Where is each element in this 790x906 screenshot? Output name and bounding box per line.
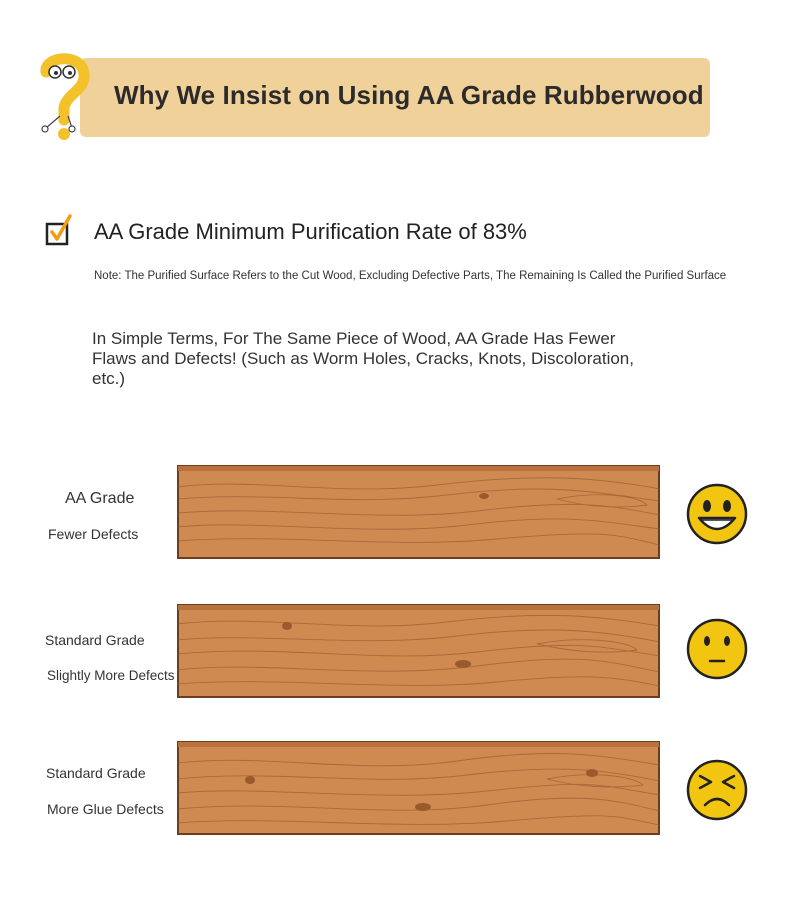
section-heading: AA Grade Minimum Purification Rate of 83% xyxy=(94,219,527,244)
wood-knot xyxy=(415,803,431,811)
grade-label-standard-2: Standard Grade xyxy=(46,765,146,781)
wood-knot xyxy=(586,769,598,777)
wood-plank-standard-1 xyxy=(177,604,660,698)
checkbox-check-icon xyxy=(44,213,76,249)
wood-plank-standard-2 xyxy=(177,741,660,835)
wood-knot xyxy=(455,660,471,668)
question-mark-icon xyxy=(34,50,94,145)
neutral-face-icon xyxy=(685,617,749,681)
frowning-face-icon xyxy=(685,758,749,822)
grade-description-standard-2: More Glue Defects xyxy=(47,801,164,817)
grade-label-aa: AA Grade xyxy=(65,490,135,507)
wood-plank-aa xyxy=(177,465,660,559)
grade-description-aa: Fewer Defects xyxy=(48,526,139,542)
explanation-text: In Simple Terms, For The Same Piece of Wood, AA Grade Has Fewer Flaws and Defects! (Such as Worm Holes, Cracks, Knots, Discoloration, etc.) xyxy=(92,329,634,388)
wood-knot xyxy=(282,622,292,630)
wood-knot xyxy=(479,493,489,499)
grade-label-standard-1: Standard Grade xyxy=(45,632,145,648)
grinning-face-icon xyxy=(685,482,749,546)
wood-knot xyxy=(245,776,255,784)
note-text: Note: The Purified Surface Refers to the Cut Wood, Excluding Defective Parts, The Remaining Is Called the Purified Surface xyxy=(94,270,727,282)
grade-description-standard-1: Slightly More Defects xyxy=(47,668,175,683)
page-title: Why We Insist on Using AA Grade Rubberwood xyxy=(114,80,704,110)
